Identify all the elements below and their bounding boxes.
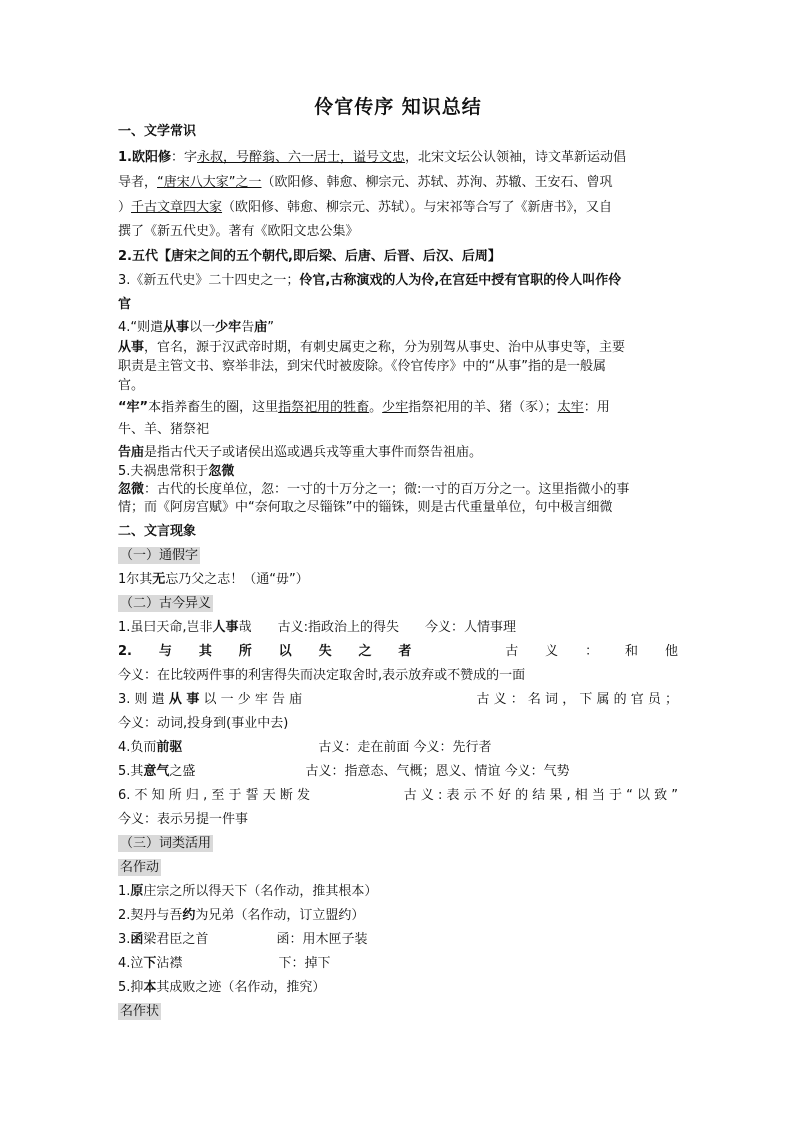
text-span: 和 (625, 644, 639, 659)
text-line: 今义：动词,投身到(事业中去) (118, 716, 289, 731)
justified-line (118, 786, 678, 806)
bold-text: 原 (130, 884, 144, 899)
text-span: 指祭祀用的羊、猪（豕）； (408, 400, 558, 415)
shaded-label: （一）通假字 (120, 548, 199, 563)
list-number: 2. (118, 249, 132, 264)
section-heading-literature: 一、文学常识 (118, 124, 197, 139)
text-span: 2.契丹与吾 (118, 908, 183, 923)
text-span: 4.泣 (118, 956, 144, 971)
text-span: 庄宗之所以得天下（名作动，推其根本） (143, 884, 378, 899)
text-span: （欧阳修、韩愈、柳宗元、苏轼、苏洵、苏辙、王安石、曾巩 (261, 175, 613, 190)
text-span: 忘乃父之志！（通“毋”） (165, 572, 309, 587)
text-line (118, 738, 678, 758)
text-span: 他 (664, 644, 678, 659)
subsection-heading (118, 834, 678, 854)
spacer (438, 642, 478, 662)
text-span: 为兄弟（名作动，订立盟约） (195, 908, 365, 923)
text-span: 以 (278, 644, 292, 659)
text-line (118, 570, 678, 590)
text-span: 古义：指意态、气概；恩义、情谊 今义：气势 (305, 764, 570, 779)
text-line (118, 318, 678, 338)
text-line (118, 148, 678, 168)
text-line (118, 462, 678, 482)
text-line (118, 173, 678, 193)
text-span: 与 (158, 644, 172, 659)
text-span: 导者， (118, 175, 158, 190)
justified-line (118, 642, 678, 662)
bold-text: 约 (182, 908, 196, 923)
shaded-label: （三）词类活用 (120, 836, 212, 851)
subsection-heading (118, 546, 678, 566)
text-span: 6. 不 知 所 归 , 至 于 誓 天 断 发 (118, 788, 310, 803)
text-span: ” (267, 320, 274, 335)
bold-text: 少牢 (215, 320, 242, 335)
underlined-text: “唐宋八大家”之一 (157, 175, 262, 190)
section-heading-classical: 二、文言现象 (118, 524, 197, 539)
text-span: 1尔其 (118, 572, 153, 587)
text-span: 以 一 少 牢 告 庙 (203, 692, 303, 707)
text-span: 函：用木匣子装 (276, 932, 368, 947)
text-span: 5.抑 (118, 980, 144, 995)
text-span: ：用 (583, 400, 610, 415)
text-line (118, 338, 678, 358)
bold-text: 伶官,古称演戏的人为伶,在宫廷中授有官职的伶人叫作伶 (299, 273, 622, 288)
text-span: ） (118, 200, 132, 215)
text-span: 之盛 (169, 764, 196, 779)
bold-text: 前驱 (156, 740, 183, 755)
list-number: 1. (118, 150, 132, 165)
text-span: 古 义 : 表 示 不 好 的 结 果 , 相 当 于 “ 以 致 ” (403, 788, 678, 803)
bold-text: 意气 (143, 764, 170, 779)
bold-text: 从事 (163, 320, 190, 335)
bold-text: 函 (130, 932, 144, 947)
bold-text: 下 (143, 956, 157, 971)
text-line: 职责是主管文书、察举非法，到宋代时被废除。《伶官传序》中的“从事”指的是一般属 (118, 359, 606, 374)
text-span: 2. (118, 644, 132, 659)
bold-text: 本 (143, 980, 157, 995)
text-line (118, 762, 678, 782)
text-span: 义 (545, 644, 559, 659)
bold-text: 五代【唐宋之间的五个朝代,即后梁、后唐、后晋、后汉、后周】 (131, 249, 501, 264)
text-span: 4.“则遣 (118, 320, 164, 335)
text-line (118, 618, 678, 638)
text-line: 官。 (118, 378, 145, 393)
text-span: 5.其 (118, 764, 144, 779)
text-span: 3. (118, 932, 131, 947)
text-span: 4.负而 (118, 740, 157, 755)
text-span: 哉 (238, 620, 252, 635)
text-line (118, 398, 678, 418)
text-line (118, 198, 678, 218)
text-span: 1. (118, 884, 131, 899)
text-span: 1.虽曰天命,岂非 (118, 620, 213, 635)
bold-text: 官 (118, 297, 132, 312)
author-name: 欧阳修 (131, 150, 171, 165)
underlined-text: 永叔，号醉翁、六一居士，谥号文忠 (197, 150, 406, 165)
bold-text: 告庙 (118, 445, 145, 460)
text-line: 情；而《阿房宫赋》中“奈何取之尽锱铢”中的锱铢，则是古代重量单位，句中极言细微 (118, 500, 613, 515)
text-span: ，北宋文坛公认领袖，诗文革新运动倡 (405, 150, 627, 165)
text-line (118, 271, 678, 291)
underlined-text: 少牢 (382, 400, 409, 415)
text-span: 所 (238, 644, 252, 659)
text-span: ： (585, 644, 599, 659)
text-span: 以一 (189, 320, 216, 335)
text-span: 其 (198, 644, 212, 659)
text-line (118, 480, 678, 500)
bold-text: 人事 (212, 620, 239, 635)
bold-text: 忽微 (118, 482, 145, 497)
document-title: 伶官传序 知识总结 (314, 96, 482, 118)
text-line (118, 978, 678, 998)
bold-text: 庙 (254, 320, 268, 335)
text-span: 之 (358, 644, 372, 659)
text-span: 本指养畜生的圈，这里 (148, 400, 279, 415)
text-line (118, 930, 678, 950)
text-line: 今义：在比较两件事的利害得失而决定取舍时,表示放弃或不赞成的一面 (118, 668, 526, 683)
bold-text: 忽微 (208, 464, 235, 479)
text-span: 其成败之迹（名作动，推究） (156, 980, 326, 995)
text-line (118, 295, 678, 315)
text-span: 5.夫祸患常积于 (118, 464, 209, 479)
text-span: 告 (241, 320, 255, 335)
text-line (118, 247, 678, 267)
text-span: 古 (505, 644, 519, 659)
text-span: 3. 则 遣 (118, 692, 165, 707)
underlined-text: 千古文章四大家 (131, 200, 223, 215)
text-span: 。 (369, 400, 383, 415)
text-span: 失 (318, 644, 332, 659)
text-span: 沾襟 (156, 956, 183, 971)
text-span: 梁君臣之首 (143, 932, 209, 947)
text-line (118, 882, 678, 902)
bold-text: 无 (152, 572, 166, 587)
justified-line (118, 690, 678, 710)
text-line: 今义：表示另提一件事 (118, 812, 249, 827)
bold-text: 从 事 (168, 692, 200, 707)
text-span: 是指古代天子或诸侯出巡或遇兵戎等重大事件而祭告祖庙。 (144, 445, 483, 460)
shaded-label: 名作动 (120, 860, 160, 875)
subsection-heading (118, 1002, 678, 1022)
text-span: 古义:指政治上的得失 (277, 620, 399, 635)
text-span: 古 义 ： 名 词 ， 下 属 的 官 员 ； (476, 692, 678, 707)
text-span: ：字 (171, 150, 198, 165)
text-span: 古义：走在前面 今义：先行者 (318, 740, 492, 755)
text-span: 3.《新五代史》二十四史之一； (118, 273, 300, 288)
text-span: 下：掉下 (278, 956, 331, 971)
text-span: 今义：人情事理 (424, 620, 516, 635)
text-span: （欧阳修、韩愈、柳宗元、苏轼）。与宋祁等合写了《新唐书》，又自 (222, 200, 613, 215)
bold-text: 从事 (118, 340, 145, 355)
text-line (118, 954, 678, 974)
text-line (118, 443, 678, 463)
underlined-text: 太牢 (557, 400, 584, 415)
text-span: ：古代的长度单位，忽：一寸的十万分之一；微:一寸的百万分之一。这里指微小的事 (144, 482, 630, 497)
text-line: 牛、羊、猪祭祀 (118, 422, 210, 437)
subsection-heading (118, 858, 678, 878)
text-line (118, 906, 678, 926)
text-span (118, 690, 302, 710)
text-line: 撰了《新五代史》。著有《欧阳文忠公集》 (118, 224, 359, 239)
shaded-label: （二）古今异义 (120, 596, 212, 611)
text-span: 者 (398, 644, 412, 659)
underlined-text: 指祭祀用的牲畜 (278, 400, 370, 415)
shaded-label: 名作状 (120, 1004, 160, 1019)
bold-text: “牢” (118, 400, 149, 415)
text-span: ，官名，源于汉武帝时期，有刺史属吏之称，分为别驾从事史、治中从事史等，主要 (144, 340, 626, 355)
subsection-heading (118, 594, 678, 614)
